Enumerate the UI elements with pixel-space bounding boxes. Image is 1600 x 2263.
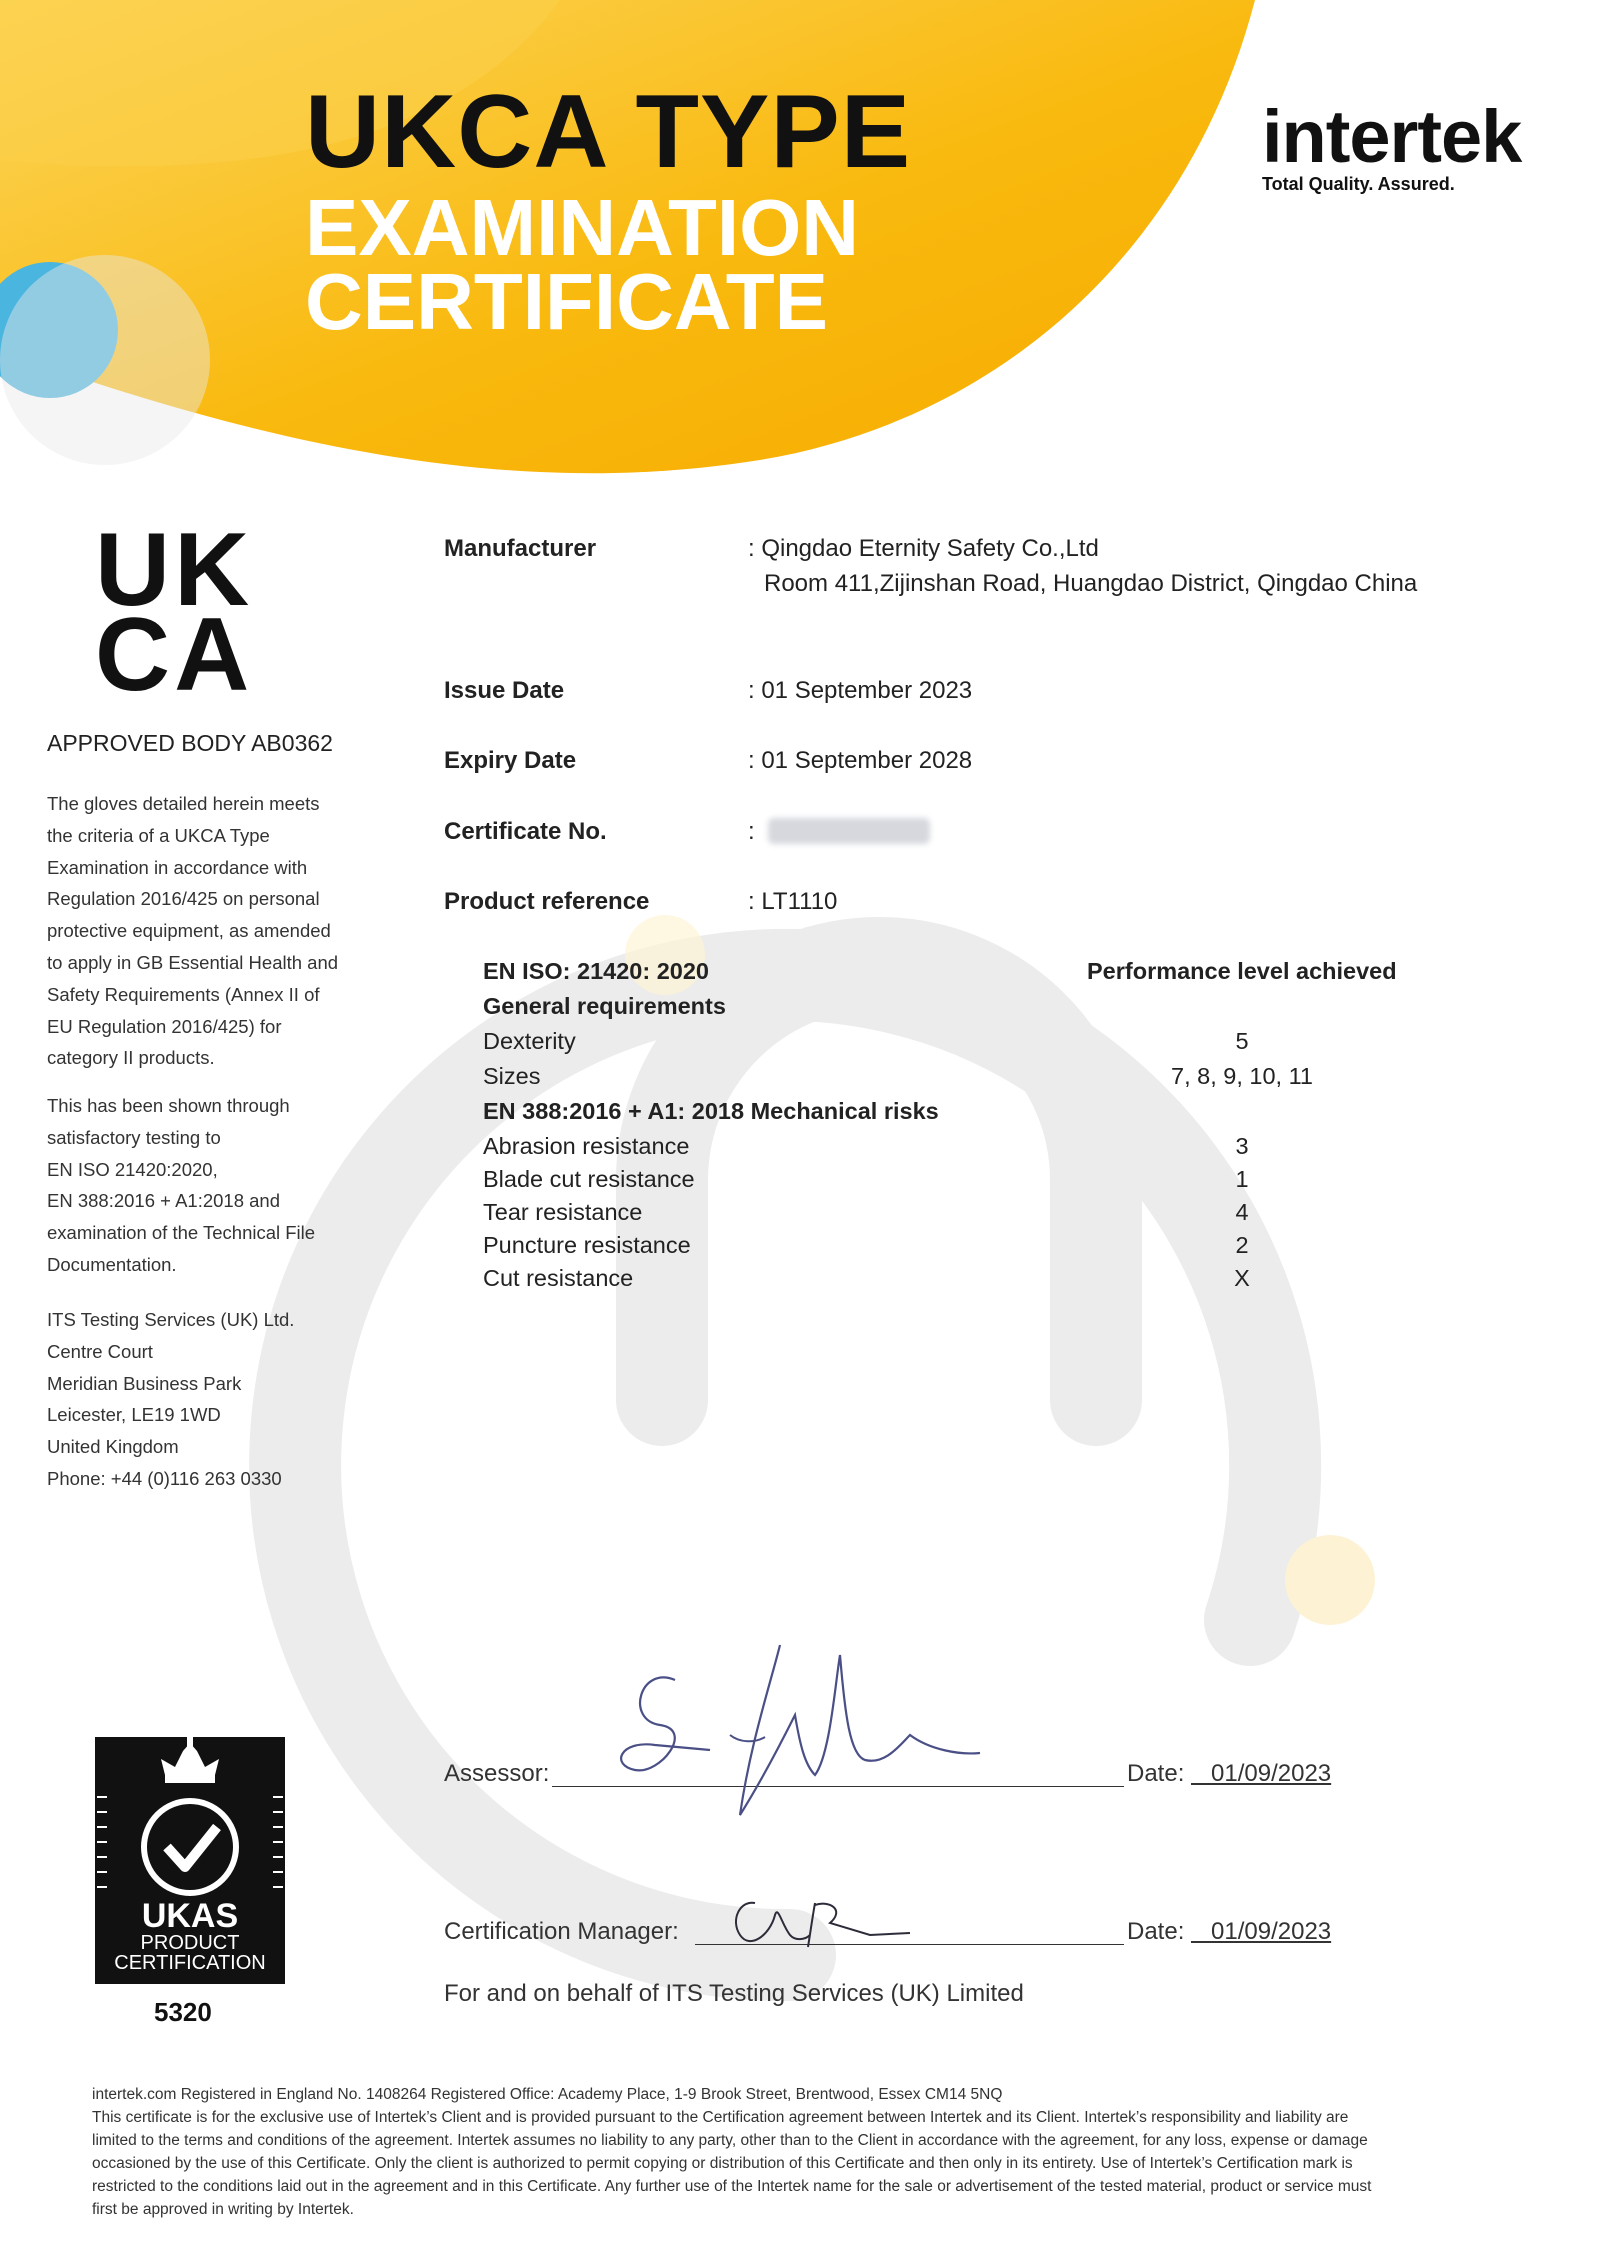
address-line: Leicester, LE19 1WD: [47, 1404, 221, 1426]
footer-line: restricted to the conditions laid out in the agreement and in this Certificate. Any further use of the Intertek name for the sale or advertisement of the tested material, product or service must: [92, 2178, 1372, 2195]
perf-value-sizes: 7, 8, 9, 10, 11: [1171, 1063, 1313, 1089]
grey-circle-decoration: [0, 255, 210, 465]
testing-line: This has been shown through: [47, 1095, 290, 1116]
product-reference-value: : LT1110: [748, 888, 838, 915]
ukas-certification-text: CERTIFICATION: [114, 1952, 266, 1974]
approved-body: APPROVED BODY AB0362: [47, 730, 333, 756]
general-requirements-heading: General requirements: [483, 993, 726, 1019]
issue-date-label: Issue Date: [444, 677, 565, 704]
manufacturer-address: Room 411,Zijinshan Road, Huangdao District, Qingdao China: [764, 570, 1418, 597]
ukas-emblem: [95, 1737, 285, 1984]
criteria-line: to apply in GB Essential Health and: [47, 951, 339, 973]
redacted-certificate-number: [768, 818, 930, 844]
criteria-line: Examination in accordance with: [47, 856, 308, 878]
footer-line: first be approved in writing by Intertek.: [92, 2201, 354, 2218]
address-block: [47, 1304, 347, 1495]
certificate-no-value: :: [748, 818, 755, 845]
ukca-mark-bottom: CA: [95, 597, 254, 714]
address-line: Centre Court: [47, 1340, 153, 1362]
ukas-product-text: PRODUCT: [140, 1932, 240, 1954]
address-line: United Kingdom: [47, 1436, 179, 1458]
manager-label: Certification Manager:: [444, 1918, 679, 1945]
assessor-date: [1191, 1760, 1331, 1788]
address-line: Phone: +44 (0)116 263 0330: [47, 1467, 282, 1489]
manufacturer-value: : Qingdao Eternity Safety Co.,Ltd: [748, 535, 1099, 562]
footer-line: occasioned by the use of this Certificate. Only the client is authorized to permit copying or distribution of this Certificate and then only in its entirety. Use of Intertek’s Certification mark is: [92, 2155, 1353, 2172]
perf-label-dexterity: Dexterity: [483, 1028, 576, 1054]
testing-line: satisfactory testing to: [47, 1126, 221, 1148]
address-line: ITS Testing Services (UK) Ltd.: [47, 1309, 295, 1330]
assessor-signature: [600, 1625, 990, 1825]
ukca-mark-top: UK: [95, 512, 254, 628]
perf-label-blade-cut: Blade cut resistance: [483, 1166, 695, 1192]
testing-line: examination of the Technical File: [47, 1222, 316, 1244]
certificate-title-line3: CERTIFICATE: [305, 257, 828, 346]
standard-en-iso-21420: EN ISO: 21420: 2020: [483, 958, 709, 984]
criteria-line: Regulation 2016/425 on personal: [47, 888, 320, 910]
criteria-line: EU Regulation 2016/425) for: [47, 1015, 282, 1037]
expiry-date-label: Expiry Date: [444, 747, 577, 774]
issue-date-value: : 01 September 2023: [748, 677, 973, 704]
criteria-line: category II products.: [47, 1047, 215, 1069]
testing-paragraph: [47, 1090, 347, 1281]
address-line: Meridian Business Park: [47, 1372, 242, 1394]
perf-value-blade-cut: 1: [1235, 1166, 1249, 1192]
checkmark-icon: [167, 1827, 217, 1867]
ukas-mark: [95, 1737, 285, 1984]
testing-line: EN 388:2016 + A1:2018 and: [47, 1190, 280, 1212]
perf-label-puncture: Puncture resistance: [483, 1232, 691, 1258]
certificate-title-line2: EXAMINATION: [305, 183, 860, 272]
assessor-label: Assessor:: [444, 1760, 550, 1787]
criteria-line: the criteria of a UKCA Type: [47, 824, 270, 846]
manager-signature: [720, 1895, 920, 1955]
criteria-line: Safety Requirements (Annex II of: [47, 983, 320, 1005]
footer-line: limited to the terms and conditions of the agreement. Intertek assumes no liability to any party, other than to the Client in accordance with the agreement, for any loss, expense or damage: [92, 2132, 1368, 2149]
certificate-no-label: Certificate No.: [444, 818, 607, 845]
perf-value-dexterity: 5: [1235, 1028, 1249, 1054]
manager-date-label: Date:: [1127, 1918, 1185, 1945]
perf-value-tear: 4: [1235, 1199, 1249, 1225]
criteria-paragraph: [47, 788, 347, 1074]
assessor-date-label: Date:: [1127, 1760, 1185, 1787]
footer-line: This certificate is for the exclusive use of Intertek’s Client and is provided pursuant to the Certification agreement between Intertek and its Client. Intertek’s responsibility and liability are: [92, 2109, 1349, 2126]
testing-line: Documentation.: [47, 1253, 177, 1275]
perf-label-cut: Cut resistance: [483, 1265, 634, 1291]
criteria-line: protective equipment, as amended: [47, 920, 331, 942]
intertek-tagline: Total Quality. Assured.: [1262, 174, 1455, 194]
testing-line: EN ISO 21420:2020,: [47, 1158, 218, 1180]
certificate-title-line1: UKCA TYPE: [305, 74, 912, 190]
criteria-line: The gloves detailed herein meets: [47, 793, 320, 814]
ukas-text: UKAS: [141, 1897, 239, 1935]
performance-level-header: Performance level achieved: [1087, 958, 1397, 984]
perf-value-abrasion: 3: [1235, 1133, 1249, 1159]
footer: [92, 2083, 1542, 2221]
assessor-date-value: 01/09/2023: [1211, 1760, 1332, 1787]
manufacturer-label: Manufacturer: [444, 535, 597, 562]
perf-label-tear: Tear resistance: [483, 1199, 643, 1225]
footer-line: intertek.com Registered in England No. 1408264 Registered Office: Academy Place, 1-9 Brook Street, Brentwood, Essex CM14 5NQ: [92, 2086, 1003, 2103]
watermark-dot: [1285, 1535, 1375, 1625]
crown-icon: [161, 1737, 219, 1783]
ukas-number: 5320: [154, 1997, 212, 2027]
perf-label-abrasion: Abrasion resistance: [483, 1133, 690, 1159]
ukca-mark: [95, 512, 277, 714]
expiry-date-value: : 01 September 2028: [748, 747, 973, 774]
manager-date-value: 01/09/2023: [1211, 1918, 1332, 1945]
product-reference-label: Product reference: [444, 888, 650, 915]
on-behalf-statement: For and on behalf of ITS Testing Services (UK) Limited: [444, 1980, 1024, 2007]
standard-en-388: EN 388:2016 + A1: 2018 Mechanical risks: [483, 1098, 939, 1124]
perf-value-puncture: 2: [1235, 1232, 1249, 1258]
perf-value-cut: X: [1234, 1265, 1250, 1291]
perf-label-sizes: Sizes: [483, 1063, 541, 1089]
intertek-logo: intertek: [1262, 95, 1522, 178]
manager-date: [1191, 1918, 1331, 1946]
